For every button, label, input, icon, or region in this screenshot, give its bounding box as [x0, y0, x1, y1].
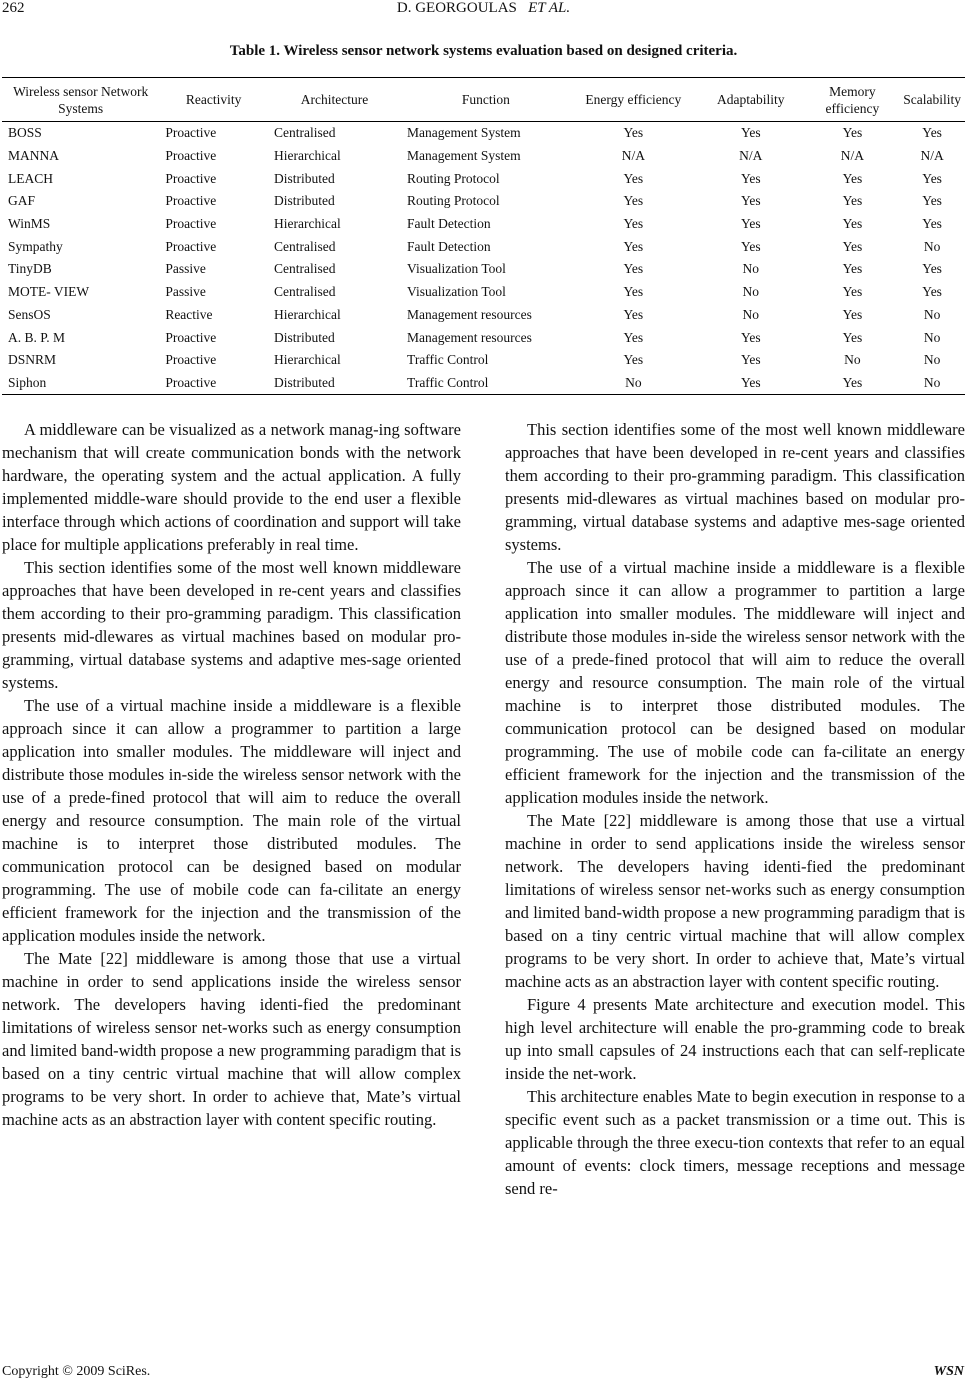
table-cell: Visualization Tool	[407, 261, 506, 277]
table-cell: Yes	[623, 352, 644, 368]
journal-name: WSN	[933, 1364, 964, 1379]
table-cell: Hierarchical	[274, 216, 341, 232]
table-cell: LEACH	[8, 170, 53, 186]
table-cell: No	[923, 238, 941, 254]
table-cell: Proactive	[159, 372, 268, 395]
table-cell: N/A	[621, 148, 645, 164]
table-cell: Yes	[922, 125, 942, 141]
table-cell: Sympathy	[8, 238, 63, 254]
table-cell: Passive	[165, 284, 206, 300]
column-header: Adaptability	[696, 78, 806, 122]
column-header: Architecture	[268, 78, 401, 122]
table-cell: Yes	[922, 193, 942, 209]
table-cell: Hierarchical	[274, 148, 341, 164]
table-cell: Yes	[740, 125, 761, 141]
table-row	[2, 190, 965, 213]
page-header	[0, 0, 967, 24]
table-cell: No	[742, 306, 760, 322]
table-cell: N/A	[739, 148, 763, 164]
table-cell: Yes	[623, 306, 644, 322]
column-header: Memory efficiency	[806, 78, 900, 122]
table-cell: Yes	[806, 372, 900, 395]
table-cell: Proactive	[165, 193, 217, 209]
table-cell: Yes	[623, 125, 644, 141]
table-cell: Yes	[922, 261, 942, 277]
table-cell: N/A	[920, 148, 944, 164]
table-cell: DSNRM	[8, 352, 57, 368]
table-row	[2, 372, 965, 395]
left-column	[2, 418, 461, 1131]
evaluation-table	[2, 77, 965, 395]
table-cell: Yes	[842, 216, 863, 232]
table-cell: Distributed	[268, 372, 401, 395]
paragraph: Figure 4 presents Mate architecture and execution model. This high level architecture will enable the pro-gramming code to break up into small capsules of 24 instructions each that can self-replicate inside the net-work.	[505, 995, 965, 1083]
running-head-authors: D. GEORGOULAS	[396, 0, 517, 16]
table-cell: Yes	[842, 193, 863, 209]
table-cell: Yes	[922, 170, 942, 186]
table-row	[2, 167, 965, 190]
table-cell: Proactive	[165, 352, 217, 368]
table-cell: Yes	[740, 193, 761, 209]
table-cell: Centralised	[274, 261, 336, 277]
table-caption: Table 1. Wireless sensor network systems evaluation based on designed criteria.	[229, 43, 738, 59]
table-cell: Fault Detection	[407, 238, 491, 254]
table-cell: Yes	[623, 170, 644, 186]
table-cell: Proactive	[165, 329, 217, 345]
running-head	[0, 0, 967, 17]
table-cell: Yes	[623, 261, 644, 277]
table-header-row	[2, 78, 965, 122]
table-cell: Yes	[842, 170, 863, 186]
table-cell: Management resources	[407, 306, 532, 322]
table-cell: WinMS	[8, 216, 51, 232]
table-cell: Centralised	[274, 238, 336, 254]
right-column	[505, 418, 965, 1200]
table-cell: Yes	[740, 238, 761, 254]
table-row	[2, 304, 965, 327]
table-cell: Traffic Control	[401, 372, 571, 395]
table-row	[2, 326, 965, 349]
table-cell: Yes	[842, 125, 863, 141]
table-cell: Siphon	[2, 372, 159, 395]
table-row	[2, 349, 965, 372]
table-cell: Traffic Control	[407, 352, 489, 368]
table-cell: Yes	[740, 216, 761, 232]
table-cell: Yes	[842, 238, 863, 254]
table-cell: Yes	[623, 329, 644, 345]
table-cell: Yes	[740, 170, 761, 186]
table-cell: SensOS	[8, 306, 51, 322]
table-cell: Fault Detection	[407, 216, 491, 232]
table-cell: Routing Protocol	[407, 170, 500, 186]
table-cell: Yes	[623, 238, 644, 254]
table-cell: Proactive	[165, 148, 217, 164]
table-cell: N/A	[840, 148, 865, 164]
table-cell: TinyDB	[8, 261, 52, 277]
table-cell: Reactive	[165, 306, 213, 322]
table-cell: Yes	[842, 284, 863, 300]
table-cell: Routing Protocol	[407, 193, 500, 209]
table-cell: Yes	[922, 284, 942, 300]
paragraph: This architecture enables Mate to begin execution in response to a specific event such as a packet transmission or a time out. This is applicable through the three execu-tion contexts that refer to an equal amount of events: clock timers, message receptions and message send re-	[505, 1087, 965, 1198]
table-row	[2, 235, 965, 258]
column-header: Function	[401, 78, 571, 122]
column-header: Reactivity	[159, 78, 268, 122]
table-row	[2, 145, 965, 168]
paragraph: The Mate [22] middleware is among those that use a virtual machine in order to send applications inside the wireless sensor network. The developers having identi-fied the predominant limitations of wireless sensor net-works such as energy consumption and limited band-width propose a new programming paradigm that is based on a tiny centric virtual machine that will allow complex programs to be very short. In order to achieve that, Mate’s virtual machine acts as an abstraction layer with content specific routing.	[505, 811, 965, 991]
table-cell: GAF	[8, 193, 36, 209]
paragraph: This section identifies some of the most well known middleware approaches that have been developed in re-cent years and classifies them according to their pro-gramming paradigm. This classification presents mid-dlewares as virtual machines based on modular pro-gramming, virtual database systems and adaptive mes-sage oriented systems.	[2, 558, 461, 692]
running-head-etal: ET AL.	[528, 0, 571, 16]
table-cell: Management resources	[407, 329, 532, 345]
column-header: Energy efficiency	[571, 78, 696, 122]
table-cell: Management System	[407, 125, 521, 141]
table-cell: Proactive	[165, 125, 217, 141]
table-cell: No	[923, 306, 941, 322]
table-cell: Proactive	[165, 238, 217, 254]
table-cell: Yes	[623, 284, 644, 300]
table-cell: No	[844, 352, 861, 368]
table-cell: Distributed	[274, 193, 335, 209]
table-cell: Yes	[740, 352, 761, 368]
table-cell: Yes	[842, 261, 863, 277]
column-header: Scalability	[899, 78, 965, 122]
table-cell: Proactive	[165, 170, 217, 186]
table-cell: Centralised	[274, 125, 336, 141]
table-cell: A. B. P. M	[8, 329, 66, 345]
table-cell: Yes	[922, 216, 942, 232]
paragraph: The Mate [22] middleware is among those that use a virtual machine in order to send applications inside the wireless sensor network. The developers having identi-fied the predominant limitations of wireless sensor net-works such as energy consumption and limited band-width propose a new programming paradigm that is based on a tiny centric virtual machine that will allow complex programs to be very short. In order to achieve that, Mate’s virtual machine acts as an abstraction layer with content specific routing.	[2, 949, 461, 1129]
table-cell: Visualization Tool	[407, 284, 506, 300]
table-cell: Yes	[842, 306, 863, 322]
copyright-notice: Copyright © 2009 SciRes.	[2, 1364, 151, 1379]
column-header: Wireless sensor Network Systems	[2, 78, 159, 122]
table-cell: Yes	[696, 372, 806, 395]
paragraph: The use of a virtual machine inside a middleware is a flexible approach since it can allow a programmer to partition a large application into smaller modules. The middleware will inject and distribute those modules in-side the wireless sensor network with the use of a prede-fined protocol that will aim to reduce the overall energy and resource consumption. The main role of the virtual machine is to interpret those distributed modules. The communication protocol can be designed based on modular programming. The use of mobile code can fa-cilitate an energy efficient framework for the injection and the transmission of the application modules inside the network.	[505, 558, 965, 807]
table-cell: MANNA	[8, 148, 60, 164]
table-cell: No	[742, 261, 760, 277]
table-cell: Yes	[740, 329, 761, 345]
paragraph: This section identifies some of the most well known middleware approaches that have been developed in re-cent years and classifies them according to their pro-gramming paradigm. This classification presents mid-dlewares as virtual machines based on modular pro-gramming, virtual database systems and adaptive mes-sage oriented systems.	[505, 420, 965, 554]
table-cell: Yes	[842, 329, 863, 345]
table-row	[2, 258, 965, 281]
table-cell: BOSS	[8, 125, 42, 141]
table-row	[2, 213, 965, 236]
table-row	[2, 281, 965, 304]
table-cell: Distributed	[274, 329, 335, 345]
table-cell: Centralised	[274, 284, 336, 300]
table-cell: Yes	[623, 216, 644, 232]
table-cell: Hierarchical	[274, 306, 341, 322]
table-cell: Passive	[165, 261, 206, 277]
table-cell: No	[571, 372, 696, 395]
table-cell: No	[923, 352, 941, 368]
page-number: 262	[2, 0, 25, 16]
table-cell: Management System	[407, 148, 521, 164]
paragraph: The use of a virtual machine inside a middleware is a flexible approach since it can allow a programmer to partition a large application into smaller modules. The middleware will inject and distribute those modules in-side the wireless sensor network with the use of a prede-fined protocol that will aim to reduce the overall energy and resource consumption. The main role of the virtual machine is to interpret those distributed modules. The communication protocol can be designed based on modular programming. The use of mobile code can fa-cilitate an energy efficient framework for the injection and the transmission of the application modules inside the network.	[2, 696, 461, 945]
paragraph: A middleware can be visualized as a network manag-ing software mechanism that will create communication bonds with the network hardware, the operating system and the actual application. A fully implemented middle-ware should provide to the end user a flexible interface through which actions of coordination and support will take place for multiple applications preferably in real time.	[2, 420, 461, 554]
table-cell: No	[742, 284, 760, 300]
table-cell: Yes	[623, 193, 644, 209]
table-cell: Distributed	[274, 170, 335, 186]
table-cell: No	[923, 329, 941, 345]
table-cell: MOTE- VIEW	[8, 284, 90, 300]
table-cell: Proactive	[165, 216, 217, 232]
table-cell: Hierarchical	[274, 352, 341, 368]
table-row	[2, 122, 965, 145]
table-cell: No	[899, 372, 965, 395]
